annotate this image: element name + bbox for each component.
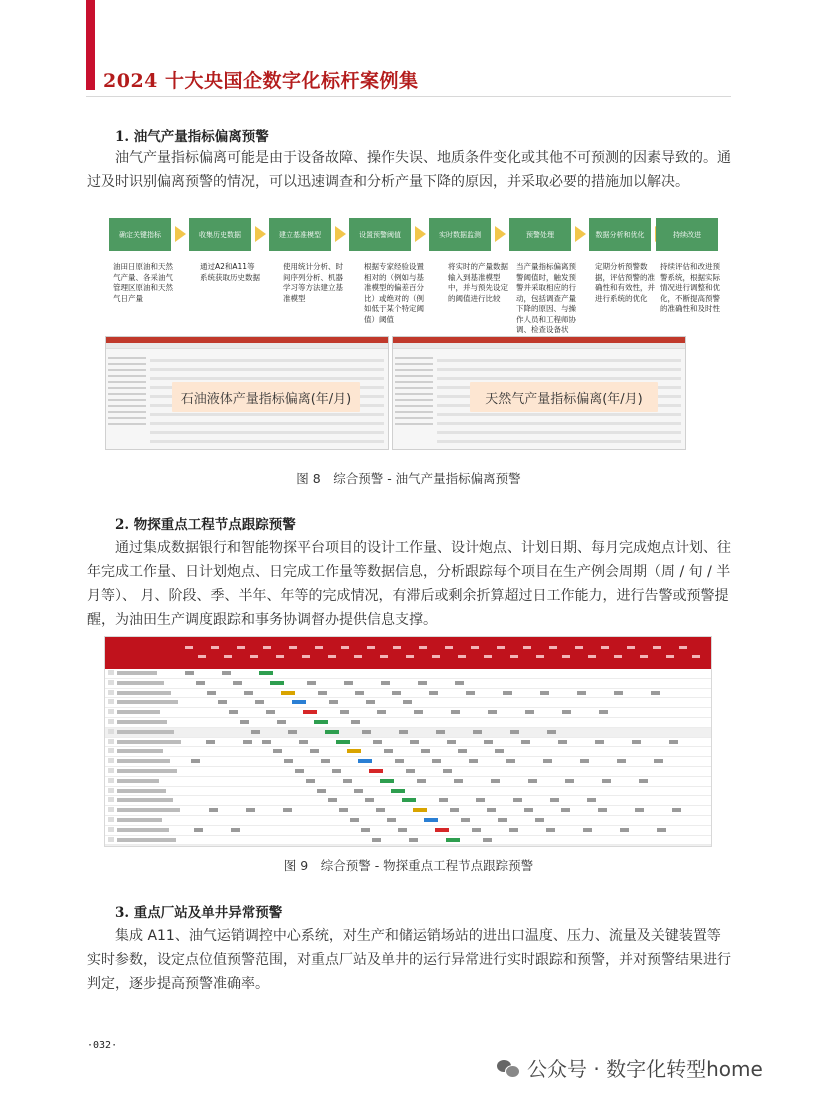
table-row: [105, 747, 711, 757]
header-cell: [692, 655, 700, 658]
table-row: [105, 806, 711, 816]
value-cell: [410, 740, 419, 744]
value-cell: [458, 749, 467, 753]
value-cell: [218, 700, 227, 704]
row-number-cell: [108, 797, 114, 802]
value-cell: [336, 740, 350, 744]
value-cell: [561, 808, 570, 812]
project-name-cell: [117, 681, 164, 685]
flow-step-8: 持续改进: [656, 218, 718, 251]
table-row: [105, 826, 711, 836]
table-row: [105, 777, 711, 787]
value-cell: [669, 740, 678, 744]
value-cell: [358, 759, 372, 763]
value-cell: [524, 808, 533, 812]
table-row: [105, 708, 711, 718]
table-row: [105, 679, 711, 689]
value-cell: [546, 828, 555, 832]
value-cell: [617, 759, 626, 763]
value-cell: [583, 828, 592, 832]
value-cell: [381, 681, 390, 685]
flow-desc-5: 将实时的产量数据输入到基准模型中，并与预先设定的阈值进行比较: [448, 262, 508, 303]
figure9-tracking-table: [104, 636, 712, 847]
value-cell: [562, 710, 571, 714]
project-name-cell: [117, 769, 177, 773]
value-cell: [620, 828, 629, 832]
project-name-cell: [117, 730, 174, 734]
section3-body: 集成 A11、油气运销调控中心系统，对生产和储运销场站的进出口温度、压力、流量及关键装置等实时参数，设定点位值预警范围，对重点厂站及单井的运行异常进行实时跟踪和预警，并对预警结果进行判定，逐步提高预警准确率。: [87, 928, 731, 992]
value-cell: [344, 681, 353, 685]
header-cell: [458, 655, 466, 658]
section1-body: 油气产量指标偏离可能是由于设备故障、操作失误、地质条件变化或其他不可预测的因素导致的。通过及时识别偏离预警的情况，可以迅速调查和分析产量下降的原因，并采取必要的措施加以解决。: [87, 150, 731, 190]
value-cell: [365, 798, 374, 802]
value-cell: [231, 828, 240, 832]
project-name-cell: [117, 720, 167, 724]
value-cell: [347, 749, 361, 753]
section2-body: 通过集成数据银行和智能物探平台项目的设计工作量、设计炮点、计划日期、每月完成炮点计划、往年完成工作量、日计划炮点、日完成工作量等数据信息，分析跟踪每个项目在生产例会周期（周 / 旬 / 半月等）、 月、阶段、季、半年、年等的完成情况，有滞后或剩余折算超过日工作能力，进行告警或预警提醒，为油田生产调度跟踪和事务协调督办提供信息支撑。: [87, 540, 731, 628]
value-cell: [340, 710, 349, 714]
value-cell: [429, 691, 438, 695]
value-cell: [432, 759, 441, 763]
value-cell: [351, 720, 360, 724]
value-cell: [461, 818, 470, 822]
value-cell: [503, 691, 512, 695]
value-cell: [565, 779, 574, 783]
value-cell: [446, 838, 460, 842]
value-cell: [398, 828, 407, 832]
value-cell: [535, 818, 544, 822]
value-cell: [498, 818, 507, 822]
document-title: 2024 十大央国企数字化标杆案例集: [103, 70, 419, 92]
value-cell: [413, 808, 427, 812]
value-cell: [484, 740, 493, 744]
row-number-cell: [108, 768, 114, 773]
flow-arrow-icon: [415, 226, 426, 242]
header-cell: [393, 646, 401, 649]
value-cell: [194, 828, 203, 832]
value-cell: [632, 740, 641, 744]
value-cell: [447, 740, 456, 744]
value-cell: [466, 691, 475, 695]
value-cell: [354, 789, 363, 793]
value-cell: [299, 740, 308, 744]
value-cell: [229, 710, 238, 714]
figure8-flowchart: [100, 212, 718, 452]
value-cell: [472, 828, 481, 832]
header-cell: [354, 655, 362, 658]
value-cell: [510, 730, 519, 734]
header-cell: [328, 655, 336, 658]
table-row: [105, 816, 711, 826]
value-cell: [288, 730, 297, 734]
header-cell: [419, 646, 427, 649]
value-cell: [577, 691, 586, 695]
value-cell: [283, 808, 292, 812]
table-row: [105, 787, 711, 797]
row-number-cell: [108, 709, 114, 714]
page-number: ·032·: [87, 1040, 118, 1051]
row-number-cell: [108, 758, 114, 763]
header-cell: [679, 646, 687, 649]
project-name-cell: [117, 759, 170, 763]
value-cell: [259, 671, 273, 675]
value-cell: [373, 740, 382, 744]
value-cell: [580, 759, 589, 763]
project-name-cell: [117, 818, 162, 822]
value-cell: [672, 808, 681, 812]
project-name-cell: [117, 828, 169, 832]
value-cell: [318, 691, 327, 695]
value-cell: [543, 759, 552, 763]
row-number-cell: [108, 739, 114, 744]
watermark: [497, 1053, 763, 1082]
flow-step-3: 建立基准模型: [269, 218, 331, 251]
value-cell: [521, 740, 530, 744]
project-name-cell: [117, 779, 159, 783]
value-cell: [295, 769, 304, 773]
flow-arrow-icon: [175, 226, 186, 242]
row-number-cell: [108, 719, 114, 724]
value-cell: [436, 730, 445, 734]
header-cell: [575, 646, 583, 649]
value-cell: [406, 769, 415, 773]
value-cell: [376, 808, 385, 812]
flow-desc-4: 根据专家经验设置相对的（例如与基准模型的偏差百分比）或绝对的（例如低于某个特定阈值）阈值: [364, 262, 424, 324]
table-row: [105, 767, 711, 777]
flow-desc-2: 通过A2和A11等系统获取历史数据: [200, 262, 260, 282]
table-header: [105, 637, 711, 669]
flow-step-7: 数据分析和优化: [589, 218, 651, 251]
header-cell: [224, 655, 232, 658]
project-name-cell: [117, 808, 180, 812]
overlay-oil-label: 石油液体产量指标偏离(年/月): [172, 382, 360, 412]
row-number-cell: [108, 729, 114, 734]
flow-desc-6: 当产量指标偏离预警阈值时，触发预警并采取相应的行动，包括调查产量下降的原因、与操作人员和工程师协调、检查设备状: [516, 262, 576, 334]
table-row: [105, 738, 711, 748]
value-cell: [366, 700, 375, 704]
value-cell: [414, 710, 423, 714]
value-cell: [417, 779, 426, 783]
table-row: [105, 669, 711, 679]
project-name-cell: [117, 789, 166, 793]
value-cell: [483, 838, 492, 842]
row-number-cell: [108, 778, 114, 783]
value-cell: [233, 681, 242, 685]
table-row: [105, 718, 711, 728]
header-cell: [432, 655, 440, 658]
flow-step-5: 实时数据监测: [429, 218, 491, 251]
header-cell: [250, 655, 258, 658]
value-cell: [310, 749, 319, 753]
value-cell: [191, 759, 200, 763]
row-number-cell: [108, 670, 114, 675]
value-cell: [321, 759, 330, 763]
value-cell: [454, 779, 463, 783]
value-cell: [476, 798, 485, 802]
header-cell: [536, 655, 544, 658]
value-cell: [328, 798, 337, 802]
value-cell: [317, 789, 326, 793]
project-name-cell: [117, 798, 173, 802]
header-cell: [289, 646, 297, 649]
value-cell: [525, 710, 534, 714]
header-cell: [445, 646, 453, 649]
table-row: [105, 796, 711, 806]
value-cell: [372, 838, 381, 842]
value-cell: [403, 700, 412, 704]
row-number-cell: [108, 680, 114, 685]
header-cell: [341, 646, 349, 649]
value-cell: [185, 671, 194, 675]
figure9-caption: 图 9 综合预警 - 物探重点工程节点跟踪预警: [283, 858, 534, 873]
value-cell: [598, 808, 607, 812]
table-row: [105, 728, 711, 738]
value-cell: [469, 759, 478, 763]
value-cell: [332, 769, 341, 773]
section2-heading: 2. 物探重点工程节点跟踪预警: [115, 517, 296, 533]
value-cell: [657, 828, 666, 832]
value-cell: [369, 769, 383, 773]
value-cell: [528, 779, 537, 783]
value-cell: [455, 681, 464, 685]
header-cell: [614, 655, 622, 658]
value-cell: [325, 730, 339, 734]
value-cell: [362, 730, 371, 734]
project-name-cell: [117, 740, 181, 744]
project-name-cell: [117, 749, 163, 753]
value-cell: [207, 691, 216, 695]
value-cell: [435, 828, 449, 832]
flow-step-6: 预警处理: [509, 218, 571, 251]
header-cell: [562, 655, 570, 658]
header-cell: [380, 655, 388, 658]
section1-heading: 1. 油气产量指标偏离预警: [115, 129, 269, 145]
value-cell: [473, 730, 482, 734]
row-number-cell: [108, 690, 114, 695]
row-number-cell: [108, 846, 114, 847]
value-cell: [209, 808, 218, 812]
value-cell: [587, 798, 596, 802]
flow-arrow-icon: [335, 226, 346, 242]
value-cell: [314, 720, 328, 724]
header-cell: [276, 655, 284, 658]
value-cell: [361, 828, 370, 832]
flow-arrow-icon: [575, 226, 586, 242]
value-cell: [409, 838, 418, 842]
header-accent-bar: [86, 0, 95, 90]
value-cell: [303, 710, 317, 714]
wechat-icon: [497, 1058, 519, 1078]
value-cell: [450, 808, 459, 812]
value-cell: [639, 779, 648, 783]
value-cell: [281, 691, 295, 695]
section3-heading: 3. 重点厂站及单井异常预警: [115, 905, 283, 921]
value-cell: [495, 749, 504, 753]
project-name-cell: [117, 710, 160, 714]
row-number-cell: [108, 699, 114, 704]
header-cell: [497, 646, 505, 649]
value-cell: [421, 749, 430, 753]
header-cell: [367, 646, 375, 649]
value-cell: [506, 759, 515, 763]
value-cell: [255, 700, 264, 704]
header-cell: [471, 646, 479, 649]
flow-step-4: 设置预警阈值: [349, 218, 411, 251]
row-number-cell: [108, 807, 114, 812]
value-cell: [387, 818, 396, 822]
value-cell: [402, 798, 416, 802]
value-cell: [246, 808, 255, 812]
value-cell: [509, 828, 518, 832]
header-cell: [185, 646, 193, 649]
header-cell: [588, 655, 596, 658]
value-cell: [395, 759, 404, 763]
watermark-text: 公众号 · 数字化转型home: [527, 1057, 763, 1081]
header-cell: [510, 655, 518, 658]
table-row: [105, 689, 711, 699]
project-name-cell: [117, 691, 171, 695]
value-cell: [602, 779, 611, 783]
value-cell: [595, 740, 604, 744]
value-cell: [380, 779, 394, 783]
row-number-cell: [108, 827, 114, 832]
value-cell: [513, 798, 522, 802]
value-cell: [635, 808, 644, 812]
value-cell: [277, 720, 286, 724]
value-cell: [270, 681, 284, 685]
header-cell: [549, 646, 557, 649]
flow-arrow-icon: [495, 226, 506, 242]
value-cell: [550, 798, 559, 802]
value-cell: [439, 798, 448, 802]
value-cell: [251, 730, 260, 734]
value-cell: [240, 720, 249, 724]
value-cell: [307, 681, 316, 685]
figure8-caption: 图 8 综合预警 - 油气产量指标偏离预警: [296, 471, 521, 486]
table-row: [105, 757, 711, 767]
header-cell: [640, 655, 648, 658]
header-cell: [211, 646, 219, 649]
flow-desc-8: 持续评估和改进预警系统，根据实际情况进行调整和优化，不断提高预警的准确性和及时性: [660, 262, 720, 313]
row-number-cell: [108, 817, 114, 822]
value-cell: [329, 700, 338, 704]
value-cell: [243, 740, 252, 744]
value-cell: [418, 681, 427, 685]
value-cell: [284, 759, 293, 763]
value-cell: [306, 779, 315, 783]
value-cell: [273, 749, 282, 753]
row-number-cell: [108, 837, 114, 842]
value-cell: [266, 710, 275, 714]
flow-desc-7: 定期分析预警数据，评估预警的准确性和有效性，并进行系统的优化: [595, 262, 655, 303]
header-cell: [198, 655, 206, 658]
header-cell: [666, 655, 674, 658]
value-cell: [558, 740, 567, 744]
header-cell: [302, 655, 310, 658]
value-cell: [654, 759, 663, 763]
flow-desc-1: 油田日原油和天然气产量、各采油气管理区原油和天然气日产量: [113, 262, 173, 303]
value-cell: [491, 779, 500, 783]
header-cell: [601, 646, 609, 649]
header-cell: [406, 655, 414, 658]
value-cell: [392, 691, 401, 695]
value-cell: [399, 730, 408, 734]
flow-arrow-icon: [255, 226, 266, 242]
row-number-cell: [108, 788, 114, 793]
header-cell: [263, 646, 271, 649]
value-cell: [451, 710, 460, 714]
value-cell: [244, 691, 253, 695]
value-cell: [343, 779, 352, 783]
value-cell: [222, 671, 231, 675]
value-cell: [384, 749, 393, 753]
value-cell: [443, 769, 452, 773]
overlay-gas-label: 天然气产量指标偏离(年/月): [470, 382, 658, 412]
value-cell: [355, 691, 364, 695]
value-cell: [262, 740, 271, 744]
value-cell: [599, 710, 608, 714]
flow-step-1: 确定关键指标: [109, 218, 171, 251]
value-cell: [424, 818, 438, 822]
header-cell: [523, 646, 531, 649]
flow-desc-3: 使用统计分析、时间序列分析、机器学习等方法建立基准模型: [283, 262, 343, 303]
flow-step-2: 收集历史数据: [189, 218, 251, 251]
value-cell: [377, 710, 386, 714]
table-row: [105, 845, 711, 847]
header-divider: [86, 96, 731, 97]
value-cell: [350, 818, 359, 822]
table-row: [105, 836, 711, 846]
header-cell: [315, 646, 323, 649]
value-cell: [292, 700, 306, 704]
table-row: [105, 698, 711, 708]
value-cell: [196, 681, 205, 685]
value-cell: [206, 740, 215, 744]
header-cell: [653, 646, 661, 649]
value-cell: [487, 808, 496, 812]
value-cell: [651, 691, 660, 695]
header-cell: [484, 655, 492, 658]
project-name-cell: [117, 838, 176, 842]
row-number-cell: [108, 748, 114, 753]
value-cell: [488, 710, 497, 714]
value-cell: [547, 730, 556, 734]
value-cell: [391, 789, 405, 793]
project-name-cell: [117, 700, 178, 704]
value-cell: [339, 808, 348, 812]
project-name-cell: [117, 671, 157, 675]
value-cell: [540, 691, 549, 695]
value-cell: [614, 691, 623, 695]
header-cell: [237, 646, 245, 649]
header-cell: [627, 646, 635, 649]
